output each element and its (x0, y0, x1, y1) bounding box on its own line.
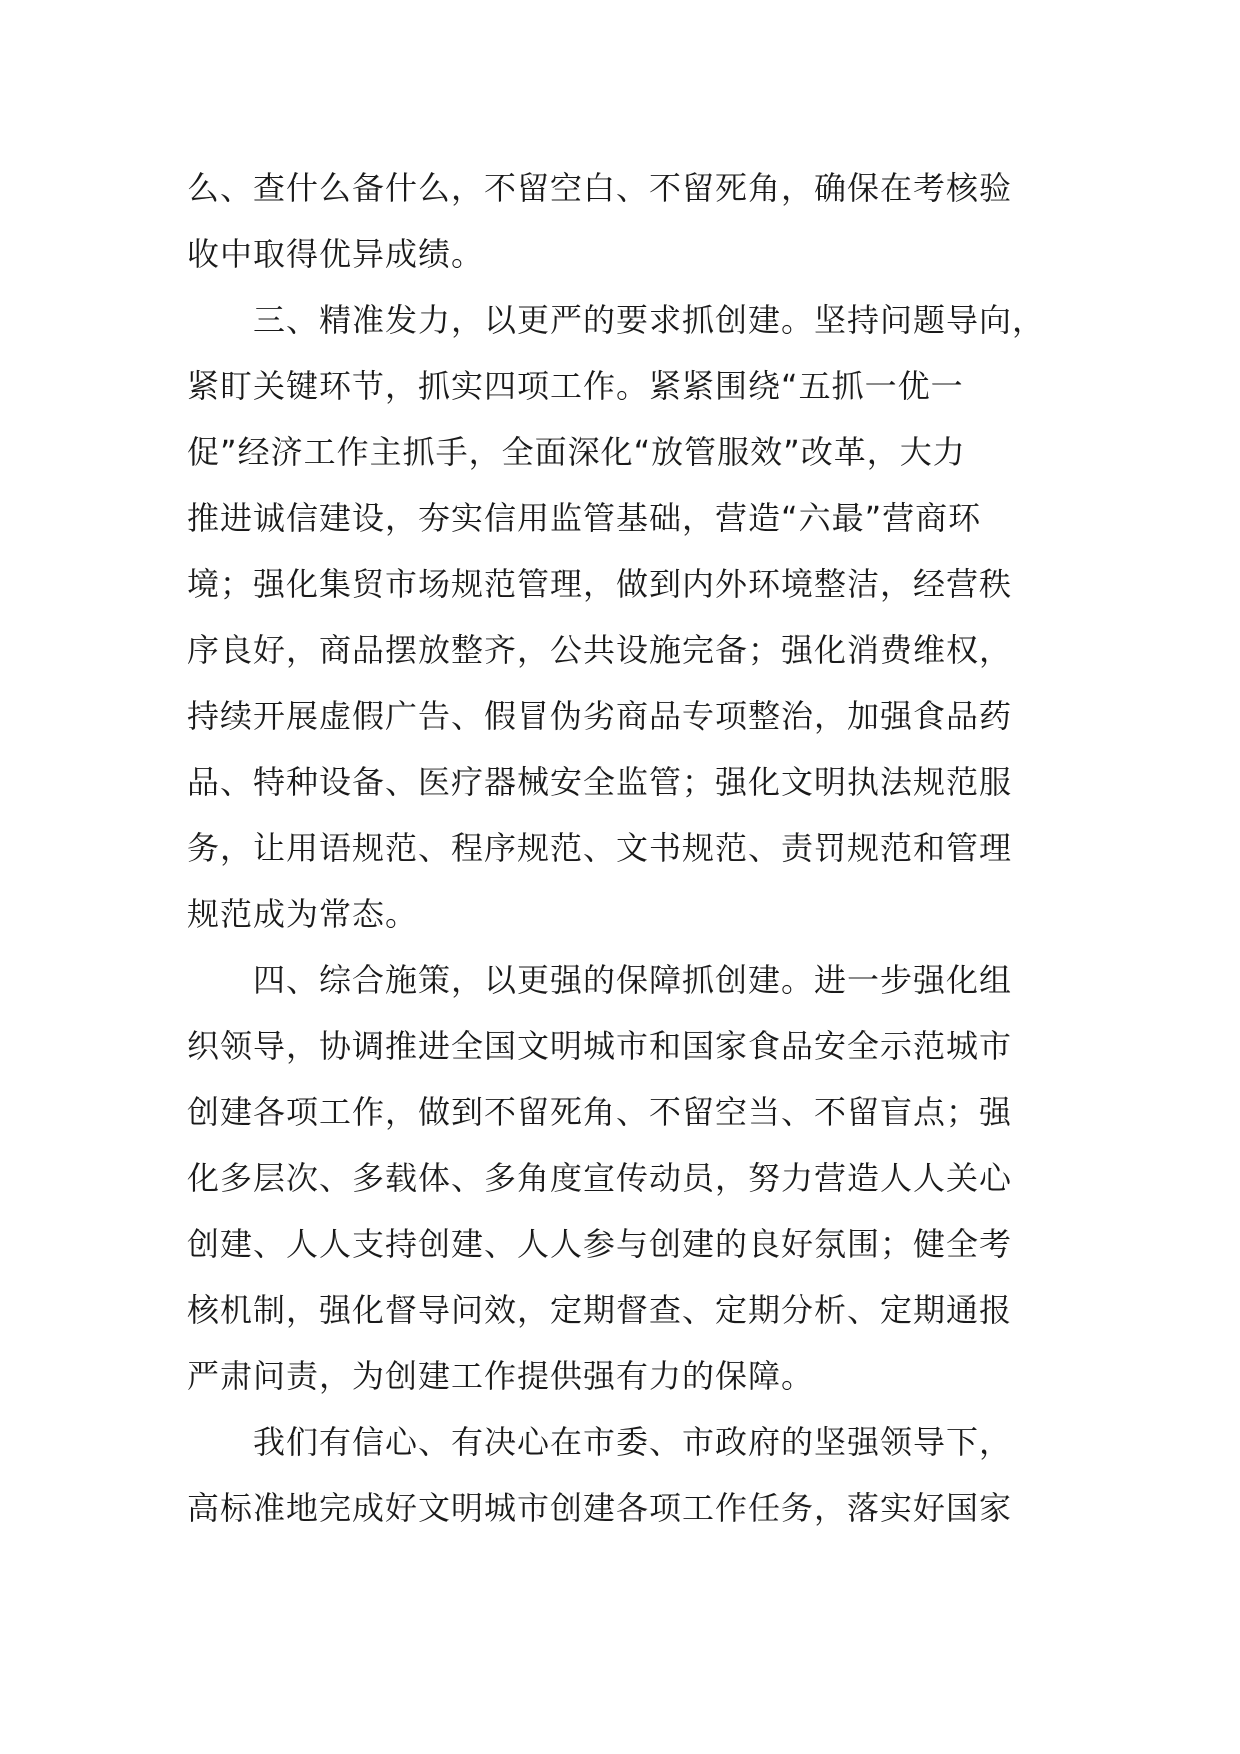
text-line: 品、特种设备、医疗器械安全监管；强化文明执法规范服 (187, 763, 1013, 801)
paragraph-first-line: 我们有信心、有决心在市委、市政府的坚强领导下， (253, 1423, 1013, 1461)
text-line: 创建各项工作，做到不留死角、不留空当、不留盲点；强 (187, 1093, 1013, 1131)
text-line: 务，让用语规范、程序规范、文书规范、责罚规范和管理 (187, 829, 1013, 867)
text-line: 推进诚信建设，夯实信用监管基础，营造“六最”营商环 (187, 499, 982, 537)
text-line: 规范成为常态。 (187, 895, 419, 933)
paragraph-heading-line: 三、精准发力，以更严的要求抓创建。坚持问题导向， (253, 301, 1046, 339)
text-line: 织领导，协调推进全国文明城市和国家食品安全示范城市 (187, 1027, 1013, 1065)
text-line: 么、查什么备什么，不留空白、不留死角，确保在考核验 (187, 169, 1013, 207)
text-line: 核机制，强化督导问效，定期督查、定期分析、定期通报 (187, 1291, 1013, 1329)
paragraph-heading-line: 四、综合施策，以更强的保障抓创建。进一步强化组 (253, 961, 1013, 999)
text-line: 高标准地完成好文明城市创建各项工作任务，落实好国家 (187, 1489, 1013, 1527)
text-line: 化多层次、多载体、多角度宣传动员，努力营造人人关心 (187, 1159, 1013, 1197)
text-line: 序良好，商品摆放整齐，公共设施完备；强化消费维权， (187, 631, 1013, 669)
text-line: 收中取得优异成绩。 (187, 235, 485, 273)
text-line: 严肃问责，为创建工作提供强有力的保障。 (187, 1357, 815, 1395)
text-line: 创建、人人支持创建、人人参与创建的良好氛围；健全考 (187, 1225, 1013, 1263)
text-line: 境；强化集贸市场规范管理，做到内外环境整洁，经营秩 (187, 565, 1013, 603)
text-line: 促”经济工作主抓手，全面深化“放管服效”改革，大力 (187, 433, 966, 471)
document-body (187, 155, 1067, 1541)
text-line: 持续开展虚假广告、假冒伪劣商品专项整治，加强食品药 (187, 697, 1013, 735)
text-line: 紧盯关键环节，抓实四项工作。紧紧围绕“五抓一优一 (187, 367, 964, 405)
